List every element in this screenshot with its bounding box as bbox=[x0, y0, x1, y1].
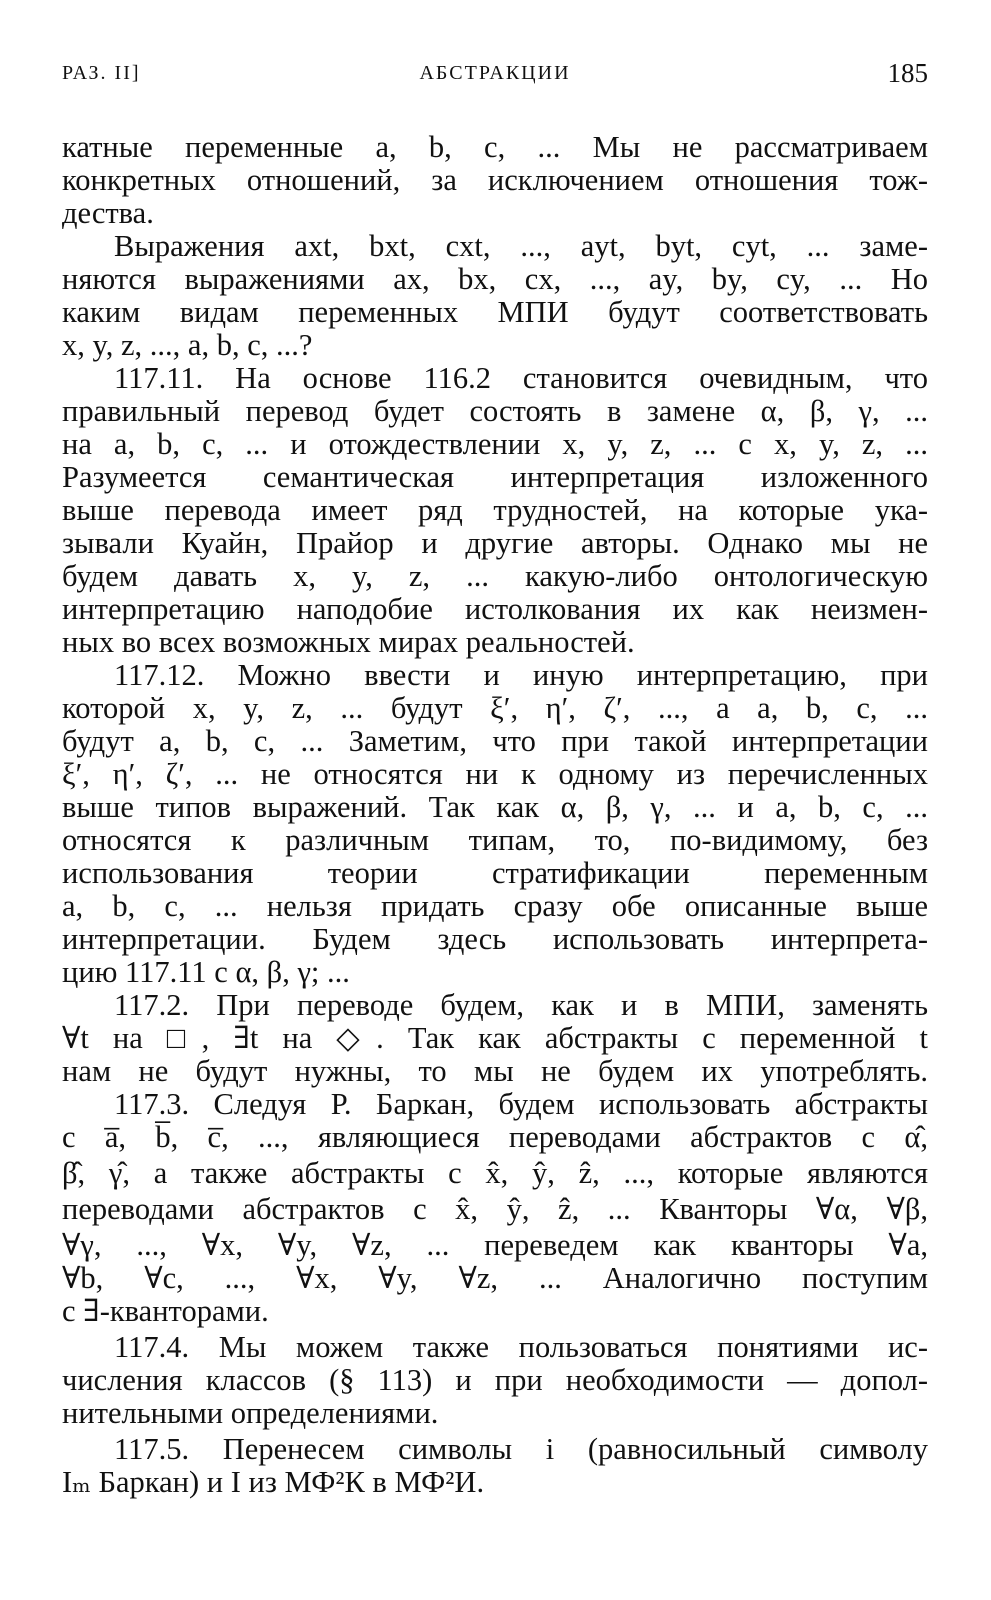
text-line: β̂, γ̂, а также абстракты с x̂, ŷ, ẑ, ..., которые являются bbox=[62, 1157, 928, 1190]
paragraph-start-line: 117.4. Мы можем также пользоваться понятиями ис- bbox=[114, 1331, 928, 1364]
paragraph-start-line: 117.11. На основе 116.2 становится очевидным, что bbox=[114, 362, 928, 395]
text-line: переводами абстрактов с x̂, ŷ, ẑ, ... Кванторы ∀α, ∀β, bbox=[62, 1193, 928, 1226]
text-line: будем давать x, y, z, ... какую-либо онтологическую bbox=[62, 560, 928, 593]
text-line: с ∃-кванторами. bbox=[62, 1295, 269, 1328]
text-line: дества. bbox=[62, 197, 154, 230]
text-line: зывали Куайн, Прайор и другие авторы. Однако мы не bbox=[62, 527, 928, 560]
text-line: нам не будут нужны, то мы не будем их употреблять. bbox=[62, 1055, 928, 1088]
paragraph-start-line: 117.3. Следуя Р. Баркан, будем использовать абстракты bbox=[114, 1088, 928, 1121]
text-line: выше типов выражений. Так как α, β, γ, ... и a, b, c, ... bbox=[62, 791, 928, 824]
paragraph-start-line: 117.12. Можно ввести и иную интерпретацию, при bbox=[114, 659, 928, 692]
text-line: ных во всех возможных мирах реальностей. bbox=[62, 626, 635, 659]
paragraph-start-line: 117.2. При переводе будем, как и в МПИ, заменять bbox=[114, 989, 928, 1022]
text-line: с a̅, b̅, c̅, ..., являющиеся переводами абстрактов с α̂, bbox=[62, 1121, 928, 1154]
text-line: x, y, z, ..., a, b, c, ...? bbox=[62, 329, 313, 362]
text-line: нительными определениями. bbox=[62, 1397, 439, 1430]
text-line: a, b, c, ... нельзя придать сразу обе описанные выше bbox=[62, 890, 928, 923]
text-line: относятся к различным типам, то, по-видимому, без bbox=[62, 824, 928, 857]
text-line: ∀γ, ..., ∀x, ∀y, ∀z, ... переведем как кванторы ∀a, bbox=[62, 1229, 928, 1262]
text-line: на a, b, c, ... и отождествлении x, y, z, ... с x, y, z, ... bbox=[62, 428, 928, 461]
text-line: правильный перевод будет состоять в замене α, β, γ, ... bbox=[62, 395, 928, 428]
running-header bbox=[62, 58, 928, 92]
text-line: которой x, y, z, ... будут ξ′, η′, ζ′, ..., а a, b, c, ... bbox=[62, 692, 928, 725]
text-line: ∀t на □, ∃t на ◇. Так как абстракты с переменной t bbox=[62, 1022, 928, 1055]
text-line: интерпретацию наподобие истолкования их как неизмен- bbox=[62, 593, 928, 626]
paragraph-start-line: 117.5. Перенесем символы i (равносильный символу bbox=[114, 1433, 928, 1466]
text-line: конкретных отношений, за исключением отношения тож- bbox=[62, 164, 928, 197]
text-line: ∀b, ∀c, ..., ∀x, ∀y, ∀z, ... Аналогично поступим bbox=[62, 1262, 928, 1295]
text-line: интерпретации. Будем здесь использовать интерпрета- bbox=[62, 923, 928, 956]
text-line: будут a, b, c, ... Заметим, что при такой интерпретации bbox=[62, 725, 928, 758]
text-line: ξ′, η′, ζ′, ... не относятся ни к одному из перечисленных bbox=[62, 758, 928, 791]
text-line: катные переменные a, b, c, ... Мы не рассматриваем bbox=[62, 131, 928, 164]
text-line: числения классов (§ 113) и при необходимости — допол- bbox=[62, 1364, 928, 1397]
text-line: каким видам переменных МПИ будут соответствовать bbox=[62, 296, 928, 329]
text-line: цию 117.11 с α, β, γ; ... bbox=[62, 956, 350, 989]
text-line: выше перевода имеет ряд трудностей, на которые ука- bbox=[62, 494, 928, 527]
page-text bbox=[62, 131, 928, 1499]
text-line: использования теории стратификации переменным bbox=[62, 857, 928, 890]
paragraph-start-line: Выражения axt, bxt, cxt, ..., ayt, byt, cyt, ... заме- bbox=[114, 230, 928, 263]
text-line: Разумеется семантическая интерпретация изложенного bbox=[62, 461, 928, 494]
running-title: АБСТРАКЦИИ bbox=[419, 62, 571, 84]
page-number: 185 bbox=[887, 58, 928, 88]
text-line: няются выражениями ax, bx, cx, ..., ay, by, cy, ... Но bbox=[62, 263, 928, 296]
section-label: РАЗ. II] bbox=[62, 62, 141, 84]
text-line: Iₘ Баркан) и I из МФ²К в МФ²И. bbox=[62, 1466, 485, 1499]
